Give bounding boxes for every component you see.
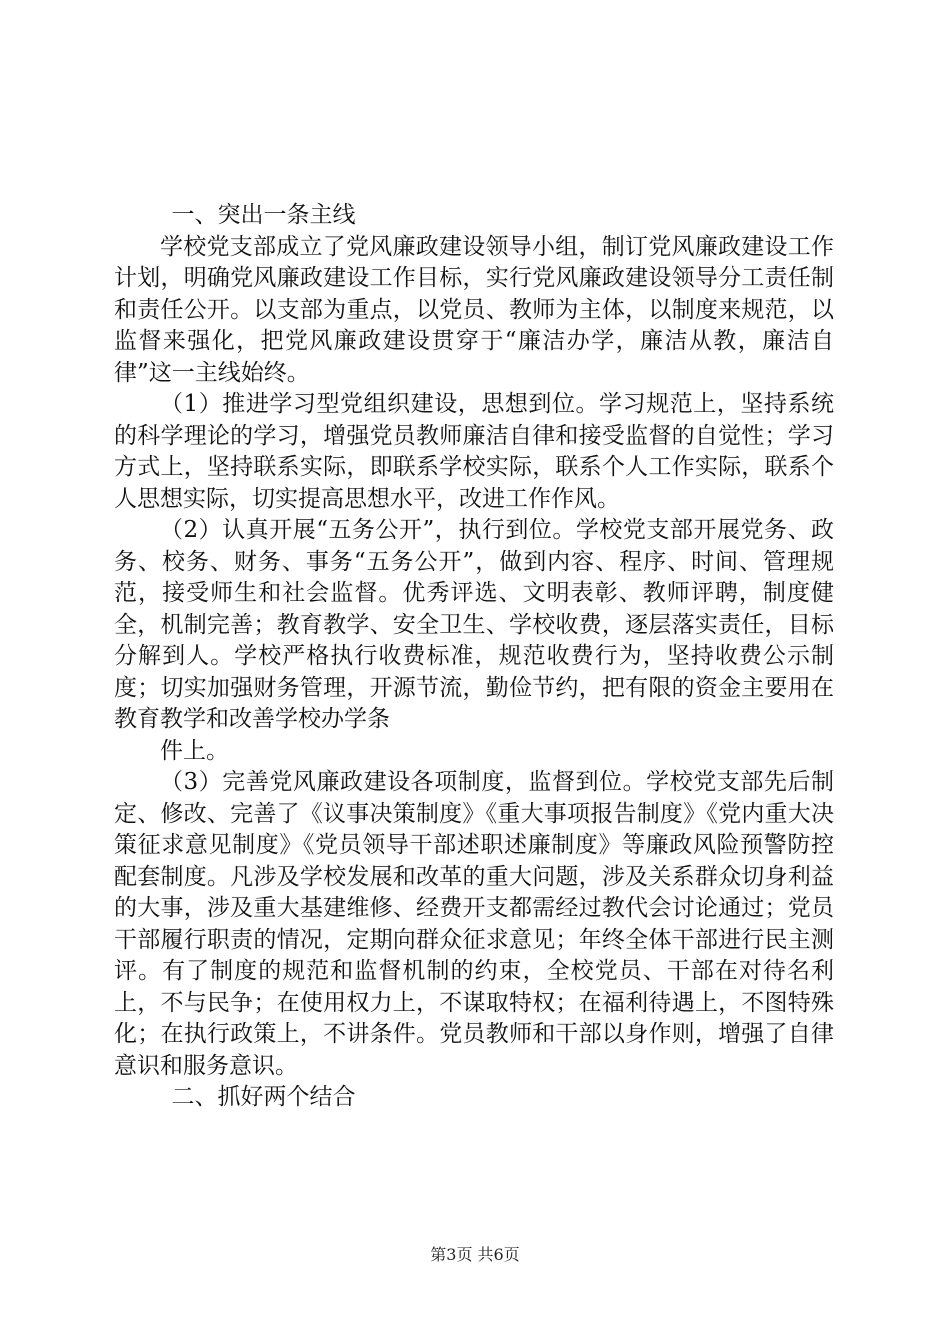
paragraph-intro: 学校党支部成立了党风廉政建设领导小组，制订党风廉政建设工作计划，明确党风廉政建设工作目标，实行党风廉政建设领导分工责任制和责任公开。以支部为重点，以党员、教师为主体，以制度来规范，以监督来强化，把党风廉政建设贯穿于“廉洁办学，廉洁从教，廉洁自律”这一主线始终。: [114, 233, 834, 386]
section-heading-2: 二、抓好两个结合: [171, 1084, 356, 1110]
paragraph-item-2: （2）认真开展“五务公开”，执行到位。学校党支部开展党务、政务、校务、财务、事务“五务公开”，做到内容、程序、时间、管理规范，接受师生和社会监督。优秀评选、文明表彰、教师评聘，制度健全，机制完善；教育教学、安全卫生、学校收费，逐层落实责任，目标分解到人。学校严格执行收费标准，规范收费行为，坚持收费公示制度；切实加强财务管理，开源节流，勤俭节约，把有限的资金主要用在教育教学和改善学校办学条: [114, 517, 834, 732]
paragraph-item-3: （3）完善党风廉政建设各项制度，监督到位。学校党支部先后制定、修改、完善了《议事决策制度》《重大事项报告制度》《党内重大决策征求意见制度》《党员领导干部述职述廉制度》等廉政风险预警防控配套制度。凡涉及学校发展和改革的重大问题，涉及关系群众切身利益的大事，涉及重大基建维修、经费开支都需经过教代会讨论通过；党员干部履行职责的情况，定期向群众征求意见；年终全体干部进行民主测评。有了制度的规范和监督机制的约束，全校党员、干部在对待名利上，不与民争；在使用权力上，不谋取特权；在福利待遇上，不图特殊化；在执行政策上，不讲条件。党员教师和干部以身作则，增强了自律意识和服务意识。: [114, 769, 834, 1079]
document-body: [114, 200, 834, 1114]
page-number-footer: 第3页 共6页: [430, 1245, 520, 1264]
paragraph-item-2-continuation: 件上。: [160, 737, 229, 764]
paragraph-item-1: （1）推进学习型党组织建设，思想到位。学习规范上，坚持系统的科学理论的学习，增强党员教师廉洁自律和接受监督的自觉性；学习方式上，坚持联系实际，即联系学校实际，联系个人工作实际，联系个人思想实际，切实提高思想水平，改进工作作风。: [114, 391, 834, 512]
section-heading-1: 一、突出一条主线: [171, 202, 356, 228]
